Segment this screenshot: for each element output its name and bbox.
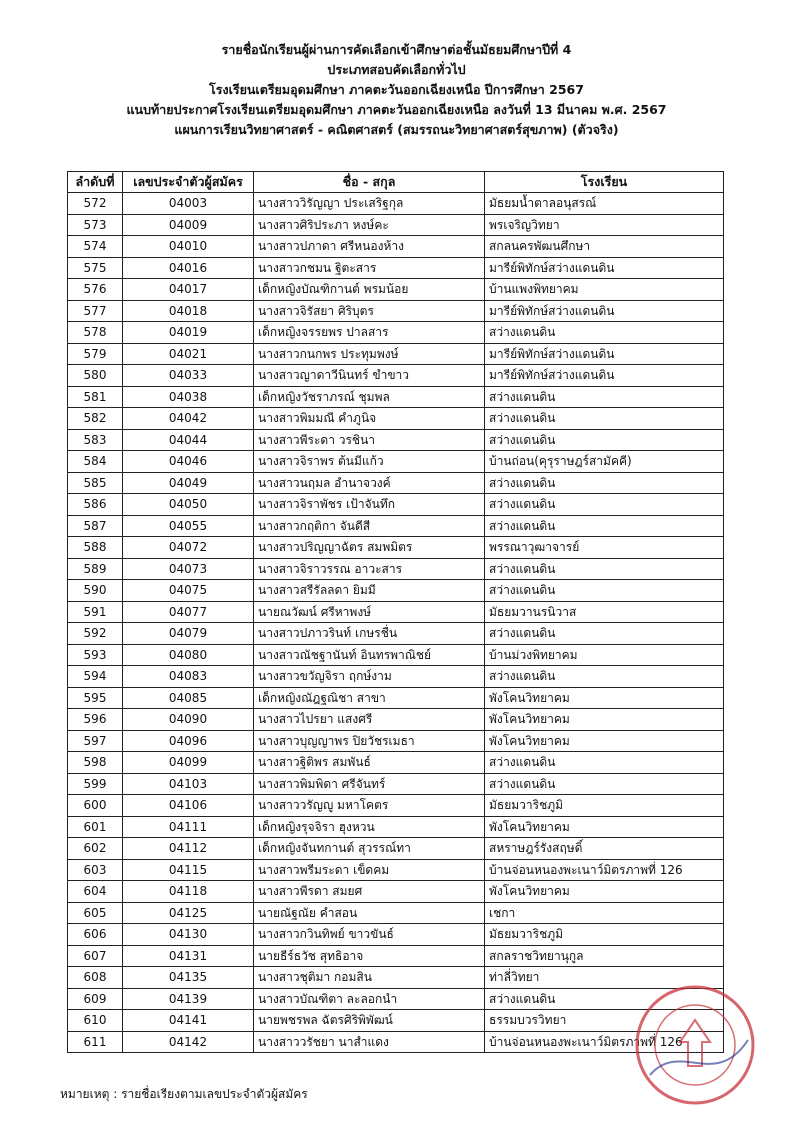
cell-applicant-id: 04139 [123,988,254,1010]
cell-order: 578 [68,322,123,344]
column-header-order: ลำดับที่ [68,172,123,193]
cell-applicant-id: 04125 [123,902,254,924]
cell-applicant-id: 04009 [123,214,254,236]
cell-order: 573 [68,214,123,236]
cell-school: สว่างแดนดิน [485,752,724,774]
cell-order: 594 [68,666,123,688]
table-row [68,945,724,967]
table-row [68,666,724,688]
cell-applicant-id: 04073 [123,558,254,580]
student-list-table [67,171,724,1053]
cell-applicant-id: 04090 [123,709,254,731]
cell-name: นางสาวปภาวรินท์ เกษรชื่น [254,623,485,645]
cell-name: นายณวัฒน์ ศรีหาพงษ์ [254,601,485,623]
table-row [68,558,724,580]
cell-order: 595 [68,687,123,709]
column-header-school: โรงเรียน [485,172,724,193]
cell-order: 608 [68,967,123,989]
cell-order: 602 [68,838,123,860]
cell-applicant-id: 04042 [123,408,254,430]
cell-applicant-id: 04072 [123,537,254,559]
cell-school: มารีย์พิทักษ์สว่างแดนดิน [485,300,724,322]
cell-name: นางสาวสรีรัลลดา ยิมมี [254,580,485,602]
cell-name: นางสาววรัชยา นาสำแดง [254,1031,485,1053]
cell-applicant-id: 04021 [123,343,254,365]
cell-name: นางสาวชุติมา กอมสิน [254,967,485,989]
cell-school: บ้านถ่อน(คุรุราษฎร์สามัคคี) [485,451,724,473]
cell-school: มัธยมวานรนิวาส [485,601,724,623]
cell-school: สว่างแดนดิน [485,408,724,430]
cell-order: 572 [68,193,123,215]
cell-order: 609 [68,988,123,1010]
cell-name: นางสาวกฤติกา จันดีสี [254,515,485,537]
header-line-2: ประเภทสอบคัดเลือกทั่วไป [327,62,466,77]
table-row [68,580,724,602]
cell-name: นางสาวพิมพิดา ศรีจันทร์ [254,773,485,795]
cell-name: นางสาวพรีมระดา เข็ดคม [254,859,485,881]
cell-name: นางสาวขวัญจิรา ฤกษ์งาม [254,666,485,688]
cell-school: บ้านแพงพิทยาคม [485,279,724,301]
cell-name: เด็กหญิงณัฎฐณิชา สาขา [254,687,485,709]
cell-name: นางสาวไปรยา แสงศรี [254,709,485,731]
table-row [68,537,724,559]
cell-name: นายพชรพล ฉัตรศิริพิพัฒน์ [254,1010,485,1032]
table-row [68,386,724,408]
cell-applicant-id: 04003 [123,193,254,215]
cell-order: 584 [68,451,123,473]
cell-applicant-id: 04111 [123,816,254,838]
cell-name: นางสาวจิราพร ต้นมีแก้ว [254,451,485,473]
cell-order: 575 [68,257,123,279]
cell-school: สว่างแดนดิน [485,558,724,580]
cell-name: นางสาวพีระดา วรชินา [254,429,485,451]
cell-school: สว่างแดนดิน [485,429,724,451]
cell-order: 593 [68,644,123,666]
cell-applicant-id: 04010 [123,236,254,258]
cell-name: นายณัฐณัย คำสอน [254,902,485,924]
cell-applicant-id: 04038 [123,386,254,408]
cell-name: นางสาวปภาดา ศรีหนองห้าง [254,236,485,258]
cell-applicant-id: 04017 [123,279,254,301]
cell-name: นางสาวบุญญาพร ปิยวัชรเมธา [254,730,485,752]
document-header [0,40,793,140]
table-row [68,838,724,860]
cell-applicant-id: 04085 [123,687,254,709]
table-row [68,967,724,989]
cell-name: นางสาวศิริประภา หงษ์คะ [254,214,485,236]
cell-applicant-id: 04115 [123,859,254,881]
cell-applicant-id: 04112 [123,838,254,860]
cell-name: นางสาวจิราวรรณ อาวะสาร [254,558,485,580]
table-body [68,193,724,1053]
cell-applicant-id: 04033 [123,365,254,387]
cell-school: สกลนครพัฒนศึกษา [485,236,724,258]
cell-applicant-id: 04046 [123,451,254,473]
cell-order: 598 [68,752,123,774]
cell-school: บ้านม่วงพิทยาคม [485,644,724,666]
table-row [68,816,724,838]
cell-name: เด็กหญิงบัณฑิกานต์ พรมน้อย [254,279,485,301]
table-row [68,902,724,924]
cell-order: 586 [68,494,123,516]
cell-name: นางสาวฐิติพร สมพันธ์ [254,752,485,774]
cell-order: 597 [68,730,123,752]
cell-school: สว่างแดนดิน [485,386,724,408]
footnote: หมายเหตุ : รายชื่อเรียงตามเลขประจำตัวผู้สมัคร [60,1087,308,1101]
header-line-1: รายชื่อนักเรียนผู้ผ่านการคัดเลือกเข้าศึกษาต่อชั้นมัธยมศึกษาปีที่ 4 [221,42,572,57]
table-row [68,859,724,881]
cell-order: 589 [68,558,123,580]
table-row [68,752,724,774]
table-row [68,236,724,258]
cell-applicant-id: 04050 [123,494,254,516]
cell-school: พรเจริญวิทยา [485,214,724,236]
table-row [68,515,724,537]
cell-order: 605 [68,902,123,924]
cell-applicant-id: 04079 [123,623,254,645]
table-row [68,773,724,795]
cell-name: นางสาวปริญญาฉัตร สมพมิตร [254,537,485,559]
header-line-4: แนบท้ายประกาศโรงเรียนเตรียมอุดมศึกษา ภาคตะวันออกเฉียงเหนือ ลงวันที่ 13 มีนาคม พ.ศ. 2567 [126,102,667,117]
cell-school: พังโคนวิทยาคม [485,687,724,709]
table-header-row [68,172,724,193]
cell-school: ธรรมบวรวิทยา [485,1010,724,1032]
table-row [68,429,724,451]
cell-order: 585 [68,472,123,494]
cell-applicant-id: 04106 [123,795,254,817]
column-header-name: ชื่อ - สกุล [254,172,485,193]
table-row [68,451,724,473]
cell-school: มัธยมวาริชภูมิ [485,795,724,817]
cell-order: 576 [68,279,123,301]
cell-order: 601 [68,816,123,838]
table-row [68,1031,724,1053]
cell-school: พังโคนวิทยาคม [485,881,724,903]
cell-school: พังโคนวิทยาคม [485,816,724,838]
cell-applicant-id: 04096 [123,730,254,752]
cell-school: สว่างแดนดิน [485,773,724,795]
cell-name: นางสาววิรัญญา ประเสริฐกุล [254,193,485,215]
cell-applicant-id: 04077 [123,601,254,623]
cell-name: นางสาวญาดาวีนินทร์ ขำขาว [254,365,485,387]
cell-applicant-id: 04099 [123,752,254,774]
cell-applicant-id: 04130 [123,924,254,946]
cell-applicant-id: 04044 [123,429,254,451]
table-row [68,343,724,365]
cell-school: มารีย์พิทักษ์สว่างแดนดิน [485,257,724,279]
table-row [68,365,724,387]
cell-order: 603 [68,859,123,881]
cell-school: สว่างแดนดิน [485,472,724,494]
cell-applicant-id: 04055 [123,515,254,537]
cell-name: เด็กหญิงรุจจิรา ฮุงหวน [254,816,485,838]
table-row [68,924,724,946]
table-row [68,623,724,645]
cell-order: 590 [68,580,123,602]
cell-order: 610 [68,1010,123,1032]
cell-order: 606 [68,924,123,946]
cell-school: สว่างแดนดิน [485,494,724,516]
cell-applicant-id: 04016 [123,257,254,279]
table-row [68,408,724,430]
cell-school: สหราษฎร์รังสฤษดิ์ [485,838,724,860]
header-line-3: โรงเรียนเตรียมอุดมศึกษา ภาคตะวันออกเฉียงเหนือ ปีการศึกษา 2567 [209,82,584,97]
table-row [68,472,724,494]
cell-name: นางสาวจิรัสยา ศิริบุตร [254,300,485,322]
cell-order: 588 [68,537,123,559]
cell-school: สว่างแดนดิน [485,988,724,1010]
cell-order: 582 [68,408,123,430]
table-row [68,193,724,215]
cell-applicant-id: 04075 [123,580,254,602]
cell-order: 580 [68,365,123,387]
cell-name: นางสาวพีรดา สมยศ [254,881,485,903]
cell-school: สกลราชวิทยานุกูล [485,945,724,967]
cell-applicant-id: 04141 [123,1010,254,1032]
cell-school: บ้านจ่อนหนองพะเนาว์มิตรภาพที่ 126 [485,859,724,881]
cell-school: พังโคนวิทยาคม [485,730,724,752]
cell-order: 581 [68,386,123,408]
table-row [68,279,724,301]
column-header-applicant-id: เลขประจำตัวผู้สมัคร [123,172,254,193]
cell-name: เด็กหญิงจันทกานต์ สุวรรณ์ทา [254,838,485,860]
cell-name: นางสาววรัญญู มหาโคตร [254,795,485,817]
cell-school: มัธยมวาริชภูมิ [485,924,724,946]
cell-applicant-id: 04135 [123,967,254,989]
cell-name: เด็กหญิงวัชราภรณ์ ชุมพล [254,386,485,408]
cell-school: สว่างแดนดิน [485,322,724,344]
cell-name: นางสาวณัชฐานันท์ อินทรพาณิชย์ [254,644,485,666]
table-row [68,709,724,731]
cell-name: เด็กหญิงจรรยพร ปาลสาร [254,322,485,344]
cell-school: มารีย์พิทักษ์สว่างแดนดิน [485,343,724,365]
cell-order: 604 [68,881,123,903]
cell-name: นางสาวกชมน ฐิตะสาร [254,257,485,279]
table-row [68,730,724,752]
table-row [68,881,724,903]
cell-order: 591 [68,601,123,623]
cell-order: 596 [68,709,123,731]
cell-order: 587 [68,515,123,537]
cell-school: พรรณาวุฒาจารย์ [485,537,724,559]
cell-applicant-id: 04103 [123,773,254,795]
cell-applicant-id: 04142 [123,1031,254,1053]
cell-school: ท่าลี่วิทยา [485,967,724,989]
cell-order: 592 [68,623,123,645]
table-row [68,1010,724,1032]
header-line-5: แผนการเรียนวิทยาศาสตร์ - คณิตศาสตร์ (สมรรถนะวิทยาศาสตร์สุขภาพ) (ตัวจริง) [174,122,619,137]
school-seal-stamp [630,980,760,1110]
cell-name: นางสาวบัณฑิตา ละลอกนำ [254,988,485,1010]
cell-order: 583 [68,429,123,451]
cell-applicant-id: 04080 [123,644,254,666]
cell-name: นางสาวกนกพร ประทุมพงษ์ [254,343,485,365]
cell-applicant-id: 04019 [123,322,254,344]
cell-order: 600 [68,795,123,817]
table-row [68,214,724,236]
cell-school: สว่างแดนดิน [485,666,724,688]
table-row [68,644,724,666]
cell-school: พังโคนวิทยาคม [485,709,724,731]
cell-school: สว่างแดนดิน [485,515,724,537]
table-row [68,601,724,623]
cell-applicant-id: 04118 [123,881,254,903]
cell-order: 577 [68,300,123,322]
cell-applicant-id: 04131 [123,945,254,967]
cell-name: นางสาวนฤมล อำนาจวงค์ [254,472,485,494]
table-row [68,687,724,709]
cell-school: สว่างแดนดิน [485,623,724,645]
table-row [68,795,724,817]
cell-name: นางสาวกวินทิพย์ ขาวขันธ์ [254,924,485,946]
cell-name: นางสาวพิมมณี คำภูนิจ [254,408,485,430]
cell-school: มารีย์พิทักษ์สว่างแดนดิน [485,365,724,387]
cell-school: มัธยมน้ำตาลอนุสรณ์ [485,193,724,215]
table-row [68,322,724,344]
cell-school: สว่างแดนดิน [485,580,724,602]
cell-applicant-id: 04083 [123,666,254,688]
cell-applicant-id: 04049 [123,472,254,494]
cell-school: บ้านจ่อนหนองพะเนาว์มิตรภาพที่ 126 [485,1031,724,1053]
cell-name: นายธีร์ธวัช สุทธิอาจ [254,945,485,967]
cell-order: 599 [68,773,123,795]
table-row [68,257,724,279]
cell-order: 574 [68,236,123,258]
cell-order: 611 [68,1031,123,1053]
cell-school: เชกา [485,902,724,924]
cell-order: 607 [68,945,123,967]
table-row [68,300,724,322]
table-row [68,494,724,516]
cell-order: 579 [68,343,123,365]
cell-name: นางสาวจิราพัชร เป้าจันทึก [254,494,485,516]
cell-applicant-id: 04018 [123,300,254,322]
table-row [68,988,724,1010]
